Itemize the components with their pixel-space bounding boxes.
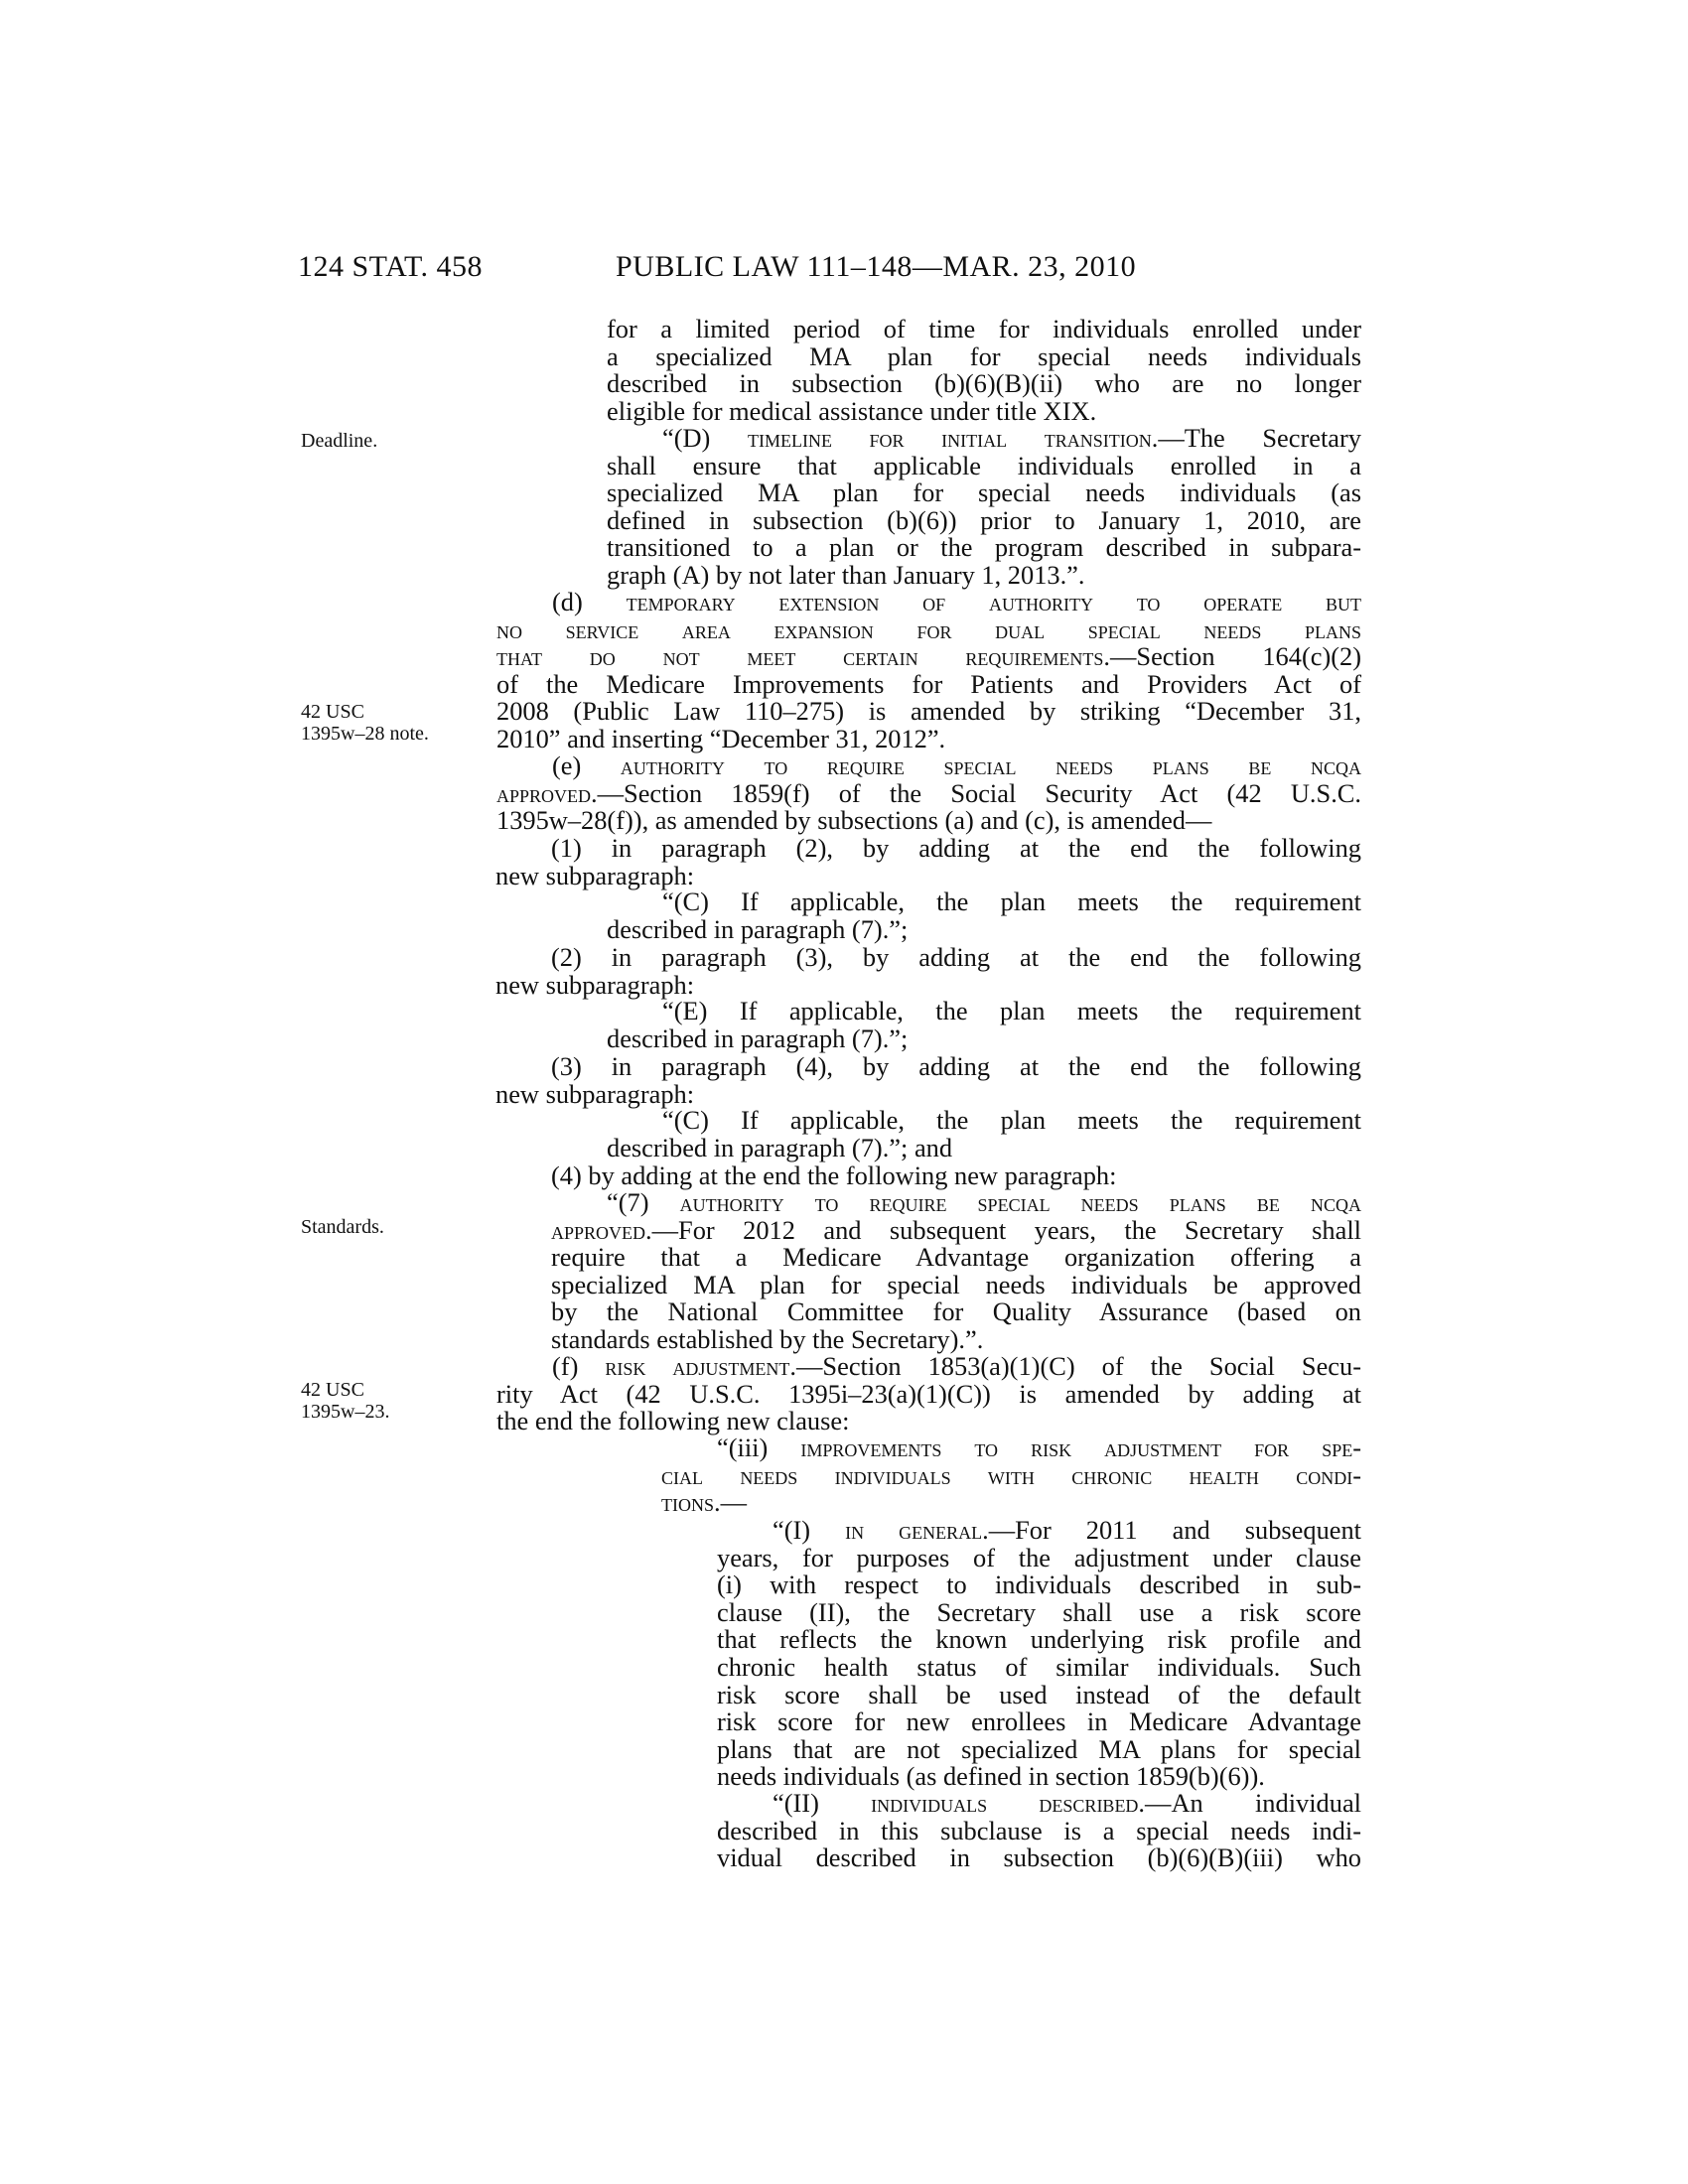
text-line: of the Medicare Improvements for Patients and Providers Act of	[496, 668, 1361, 699]
text-line: (e) authority to require special needs plans be ncqa	[552, 751, 1361, 780]
text-line: “(D) timeline for initial transition.—The Secretary	[662, 423, 1362, 453]
text-line: transitioned to a plan or the program described in subpara-	[607, 532, 1361, 563]
text-line: the end the following new clause:	[496, 1406, 850, 1436]
text-line: a specialized MA plan for special needs individuals	[607, 341, 1361, 371]
margin-note-usc-a-line2: 1395w–28 note.	[301, 723, 429, 745]
text-line: described in this subclause is a special needs indi-	[717, 1815, 1361, 1845]
text-line: clause (II), the Secretary shall use a risk score	[717, 1596, 1361, 1627]
margin-note-usc-b-line2: 1395w–23.	[301, 1401, 390, 1423]
text-line: “(C) If applicable, the plan meets the requirement	[662, 1105, 1361, 1135]
text-line: by the National Committee for Quality Assurance (based on	[551, 1297, 1361, 1327]
text-line: (4) by adding at the end the following new paragraph:	[551, 1160, 1117, 1190]
paragraph-b1	[607, 316, 1361, 425]
paragraph-b12	[551, 1189, 1361, 1354]
paragraph-b5	[495, 833, 1361, 890]
text-line: (f) risk adjustment.—Section 1853(a)(1)(C) of the Social Secu-	[552, 1351, 1361, 1381]
text-line: “(iii) improvements to risk adjustment for spe-	[717, 1433, 1361, 1462]
paragraph-b8	[607, 998, 1361, 1052]
text-line: (i) with respect to individuals described in sub-	[717, 1570, 1361, 1600]
paragraph-b6	[607, 888, 1361, 943]
margin-note-usc-a-line1: 42 USC	[301, 701, 364, 723]
margin-note-usc-b-line1: 42 USC	[301, 1379, 364, 1401]
text-line: (3) in paragraph (4), by adding at the end the following	[551, 1051, 1361, 1081]
text-line: rity Act (42 U.S.C. 1395i–23(a)(1)(C)) is amended by adding at	[496, 1378, 1361, 1409]
margin-note-deadline: Deadline.	[301, 430, 378, 452]
text-line: (1) in paragraph (2), by adding at the end the following	[551, 833, 1361, 863]
text-line: graph (A) by not later than January 1, 2013.”.	[607, 559, 1085, 590]
paragraph-b11	[551, 1162, 1361, 1190]
paragraph-b3	[496, 589, 1361, 753]
text-line: chronic health status of similar individuals. Such	[717, 1651, 1361, 1682]
text-line: new subparagraph:	[495, 860, 695, 890]
text-line: cial needs individuals with chronic health condi-	[661, 1459, 1361, 1490]
text-line: specialized MA plan for special needs individuals be approved	[551, 1269, 1361, 1299]
paragraph-b4	[496, 752, 1361, 835]
text-line: 2010” and inserting “December 31, 2012”.	[496, 723, 946, 753]
text-line: described in paragraph (7).”; and	[607, 1132, 953, 1162]
text-line: “(C) If applicable, the plan meets the requirement	[662, 887, 1361, 916]
text-line: new subparagraph:	[495, 1078, 695, 1109]
text-line: approved.—Section 1859(f) of the Social Security Act (42 U.S.C.	[496, 777, 1361, 808]
text-line: new subparagraph:	[495, 969, 695, 1000]
text-line: for a limited period of time for individuals enrolled under	[607, 314, 1361, 343]
text-line: tions.—	[661, 1487, 747, 1518]
margin-note-usc-a	[301, 701, 470, 745]
text-line: no service area expansion for dual special needs plans	[496, 614, 1361, 644]
running-title: PUBLIC LAW 111–148—MAR. 23, 2010	[616, 250, 1137, 283]
margin-note-standards: Standards.	[301, 1216, 384, 1238]
page-header	[0, 250, 1688, 290]
text-line: approved.—For 2012 and subsequent years, the Secretary shall	[551, 1214, 1361, 1245]
text-line: 2008 (Public Law 110–275) is amended by striking “December 31,	[496, 696, 1361, 727]
text-line: that reflects the known underlying risk profile and	[717, 1624, 1361, 1655]
text-line: (2) in paragraph (3), by adding at the end the following	[551, 942, 1361, 972]
text-line: require that a Medicare Advantage organization offering a	[551, 1242, 1361, 1273]
text-line: described in subsection (b)(6)(B)(ii) who are no longer	[607, 368, 1361, 399]
paragraph-b2	[607, 425, 1361, 590]
text-line: 1395w–28(f)), as amended by subsections (a) and (c), is amended—	[496, 805, 1212, 836]
paragraph-b10	[607, 1107, 1361, 1161]
text-line: risk score for new enrollees in Medicare Advantage	[717, 1706, 1361, 1737]
text-line: described in paragraph (7).”;	[607, 1023, 909, 1053]
text-line: “(II) individuals described.—An individual	[773, 1788, 1361, 1818]
text-line: specialized MA plan for special needs individuals (as	[607, 478, 1361, 508]
paragraph-b9	[495, 1051, 1361, 1109]
text-line: needs individuals (as defined in section 1859(b)(6)).	[717, 1761, 1265, 1792]
paragraph-b15	[717, 1517, 1361, 1791]
text-line: risk score shall be used instead of the default	[717, 1679, 1361, 1709]
statute-page-number: 124 STAT. 458	[298, 250, 484, 283]
text-line: defined in subsection (b)(6)) prior to January 1, 2010, are	[607, 504, 1361, 535]
text-line: vidual described in subsection (b)(6)(B)(iii) who	[717, 1843, 1361, 1873]
text-line: (d) temporary extension of authority to operate but	[552, 587, 1362, 616]
text-line: “(7) authority to require special needs plans be ncqa	[607, 1187, 1361, 1217]
text-line: that do not meet certain requirements.—Section 164(c)(2)	[496, 641, 1362, 672]
text-line: “(E) If applicable, the plan meets the requirement	[662, 996, 1361, 1025]
paragraph-b13	[496, 1353, 1361, 1435]
text-line: described in paragraph (7).”;	[607, 913, 909, 944]
text-line: years, for purposes of the adjustment under clause	[717, 1542, 1361, 1572]
text-line: “(I) in general.—For 2011 and subsequent	[773, 1515, 1362, 1545]
paragraph-b7	[495, 942, 1361, 1000]
text-line: plans that are not specialized MA plans for special	[717, 1733, 1361, 1764]
text-line: eligible for medical assistance under title XIX.	[607, 395, 1097, 426]
text-line: shall ensure that applicable individuals enrolled in a	[607, 450, 1361, 480]
text-line: standards established by the Secretary).”.	[551, 1323, 984, 1354]
paragraph-b16	[717, 1790, 1361, 1872]
margin-note-usc-b	[301, 1379, 470, 1423]
paragraph-b14	[661, 1434, 1361, 1517]
